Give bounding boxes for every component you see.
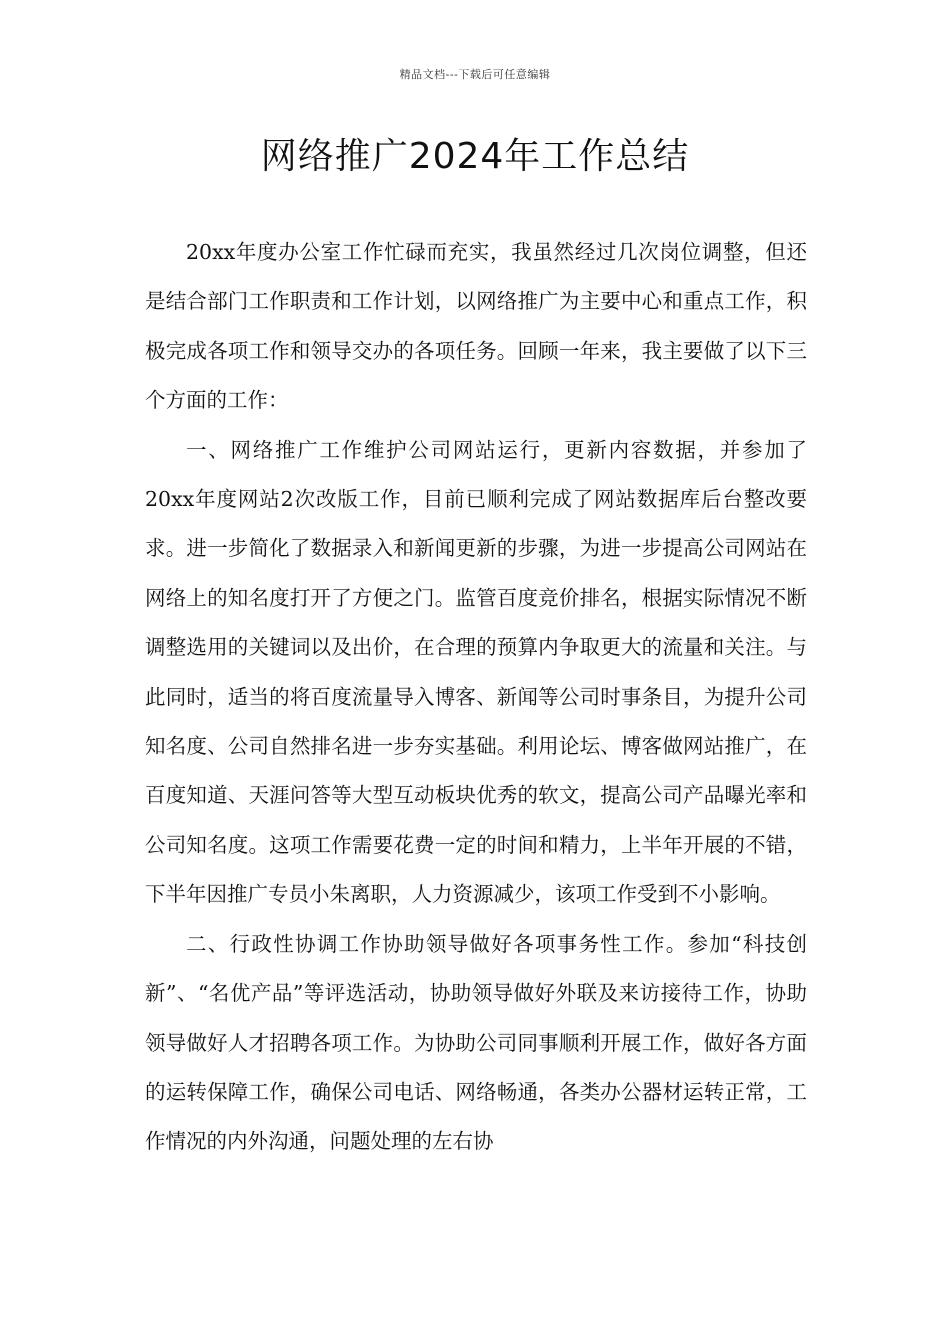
- paragraph-intro: 20xx年度办公室工作忙碌而充实，我虽然经过几次岗位调整，但还是结合部门工作职责和工作计划，以网络推广为主要中心和重点工作，积极完成各项工作和领导交办的各项任务。回顾一年来，我主要做了以下三个方面的工作：: [145, 240, 807, 413]
- header-note: 精品文档---下载后可任意编辑: [399, 68, 551, 81]
- document-body: [145, 228, 807, 1167]
- paragraph-section-1: 一、网络推广工作维护公司网站运行，更新内容数据，并参加了20xx年度网站2次改版工作，目前已顺利完成了网站数据库后台整改要求。进一步简化了数据录入和新闻更新的步骤，为进一步提高公司网站在网络上的知名度打开了方便之门。监管百度竞价排名，根据实际情况不断调整选用的关键词以及出价，在合理的预算内争取更大的流量和关注。与此同时，适当的将百度流量导入博客、新闻等公司时事条目，为提升公司知名度、公司自然排名进一步夯实基础。利用论坛、博客做网站推广，在百度知道、天涯问答等大型互动板块优秀的软文，提高公司产品曝光率和公司知名度。这项工作需要花费一定的时间和精力，上半年开展的不错，下半年因推广专员小朱离职，人力资源减少，该项工作受到不小影响。: [145, 437, 807, 907]
- paragraph-section-2: 二、行政性协调工作协助领导做好各项事务性工作。参加“科技创新”、“名优产品”等评选活动，协助领导做好外联及来访接待工作，协助领导做好人才招聘各项工作。为协助公司同事顺利开展工作，做好各方面的运转保障工作，确保公司电话、网络畅通，各类办公器材运转正常，工作情况的内外沟通，问题处理的左右协: [145, 931, 807, 1154]
- document-title: 网络推广2024年工作总结: [260, 136, 690, 177]
